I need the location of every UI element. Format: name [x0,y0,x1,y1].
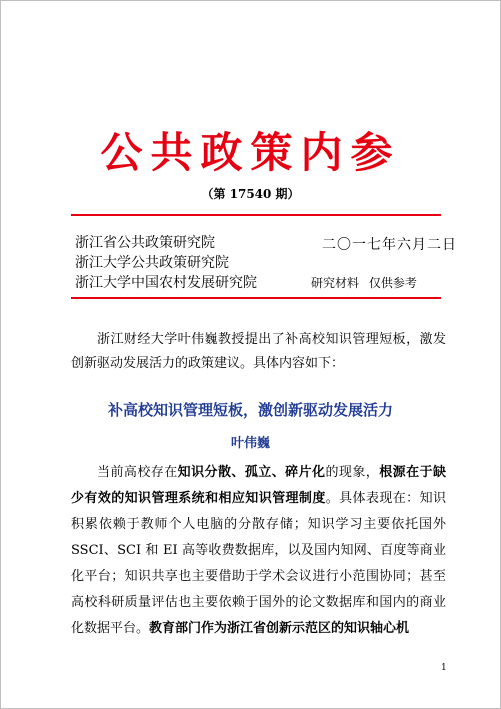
header-rule-top [71,214,441,216]
page-number: 1 [441,663,447,673]
body-text-run: 的现象， [325,465,380,480]
masthead-title: 公共政策内参 [100,128,401,177]
body-bold-run: 知识分散、孤立、碎片化 [177,465,326,480]
publisher-3: 浙江大学中国农村发展研究院 [75,275,257,291]
body-text-run: 。具体表现在：知识积累依赖于教师个人电脑的分散存储；知识学习主要依托国外 SSCI、SCI 和 EI 高等收费数据库，以及国内知网、百度等商业化平台；知识共享也主要借助于学术会议进行小范围协同；甚至高校科研质量评估也主要依赖于国外的论文数据库和国内的商业化数据平台。 [71,491,446,636]
article-title: 补高校知识管理短板，激创新驱动发展活力 [107,401,393,419]
header-rule-bottom [71,297,441,299]
issue-number: （第 17540 期） [201,187,300,201]
publisher-1: 浙江省公共政策研究院 [75,235,215,251]
article-author: 叶伟巍 [230,436,270,451]
publisher-2: 浙江大学公共政策研究院 [75,255,229,271]
body-text-run: 当前高校存在 [97,465,178,480]
body-paragraph [71,460,446,642]
publish-date: 二〇一七年六月二日 [322,237,457,253]
body-bold-run: 根源在于缺少有效的知识管理系统和相应知识管理制度 [71,465,446,506]
reference-note: 研究材料 仅供参考 [311,276,417,290]
body-bold-run: 教育部门作为浙江省创新示范区的知识轴心机 [149,621,410,636]
intro-paragraph: 浙江财经大学叶伟巍教授提出了补高校知识管理短板，激发创新驱动发展活力的政策建议。具体内容如下： [71,332,446,371]
